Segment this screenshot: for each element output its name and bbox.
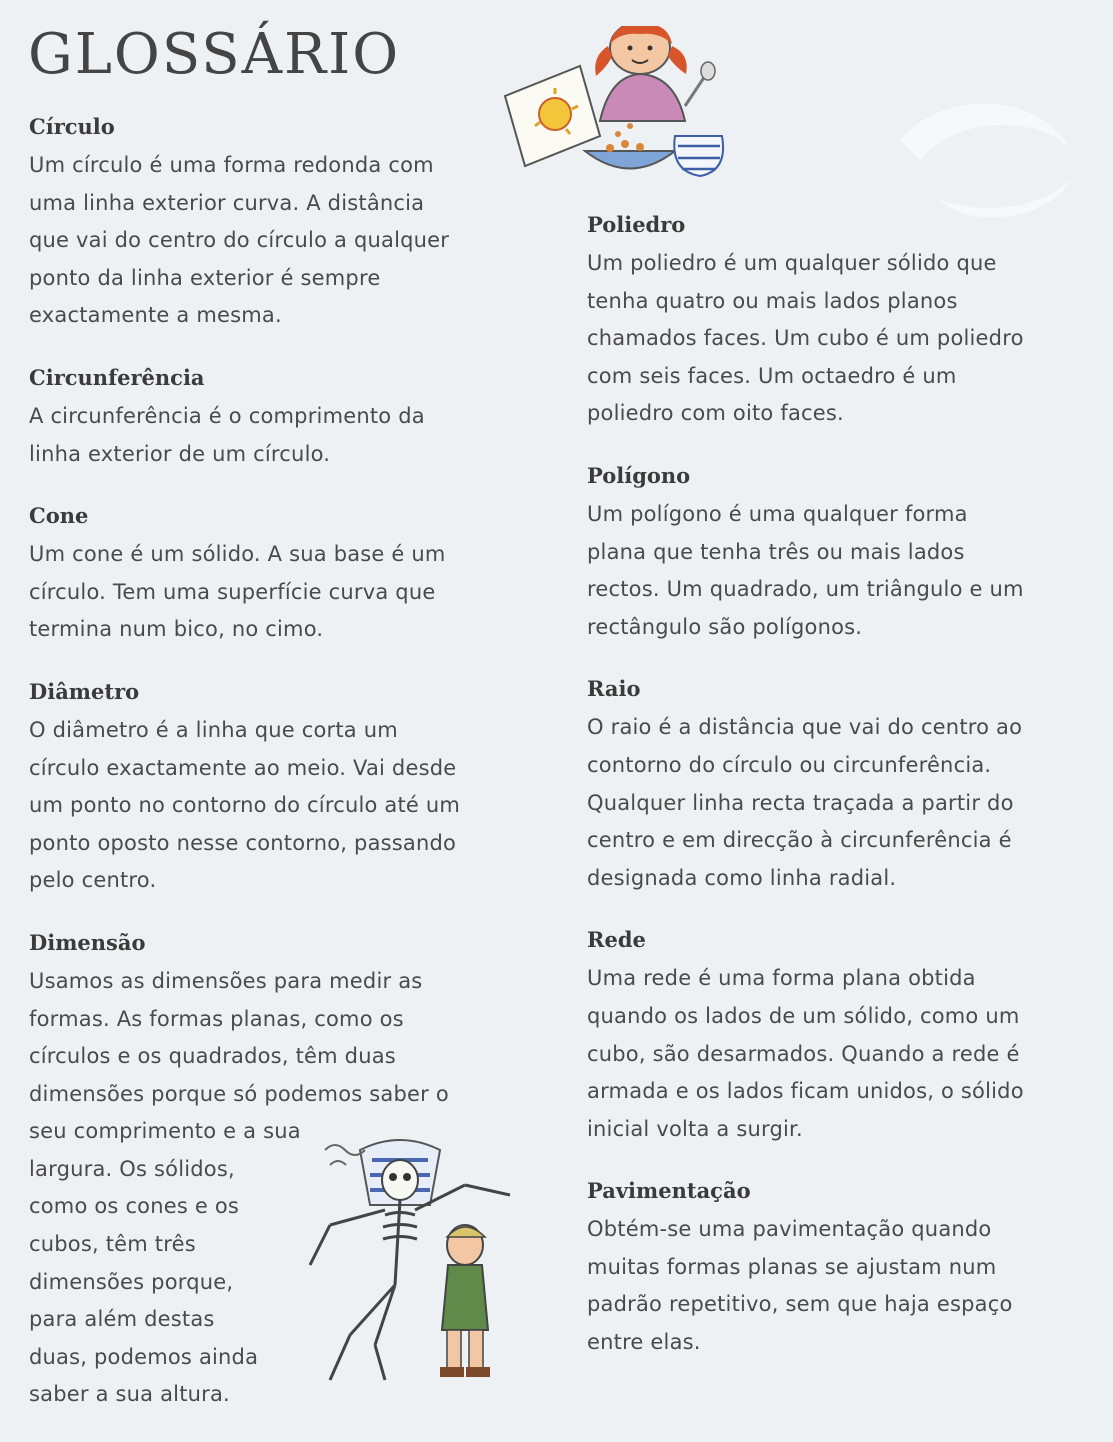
glossary-left-column [29, 112, 539, 1442]
term-definition: Um polígono é uma qualquer forma plana que tenha três ou mais lados rectos. Um quadrado, um triângulo e um rectângulo são polígonos. [587, 501, 1024, 639]
term-heading: Círculo [29, 114, 115, 139]
term-definition: A circunferência é o comprimento da linha exterior de um círculo. [29, 403, 425, 466]
glossary-entry-poligono [587, 461, 1097, 646]
term-definition: O diâmetro é a linha que corta um círculo exactamente ao meio. Vai desde um ponto no contorno do círculo até um ponto oposto nesse contorno, passando pelo centro. [29, 717, 461, 893]
term-heading: Diâmetro [29, 678, 140, 704]
term-definition: O raio é a distância que vai do centro ao contorno do círculo ou circunferência. Qualquer linha recta traçada a partir do centro e em direcção à circunferência é designada como linha radial. [587, 715, 1023, 890]
glossary-entry-rede [587, 925, 1097, 1148]
term-definition: Usamos as dimensões para medir as formas. As formas planas, como os círculos e os quadrados, têm duas dimensões porque só podemos saber o seu comprimento e a sua largura. Os sólidos, como os cones e os cubos, têm três dimensões porque, para além destas duas, podemos ainda saber a sua altura. [29, 968, 449, 1407]
glossary-entry-raio [587, 674, 1097, 897]
term-heading: Polígono [587, 462, 691, 488]
glossary-entry-circulo [29, 112, 539, 335]
glossary-right-column [587, 210, 1097, 1390]
page-title: GLOSSÁRIO [28, 22, 401, 87]
term-definition: Uma rede é uma forma plana obtida quando os lados de um sólido, como um cubo, são desarmados. Quando a rede é armada e os lados ficam unidos, o sólido inicial volta a surgir. [587, 966, 1024, 1141]
glossary-entry-dimensao [29, 928, 539, 1414]
glossary-entry-cone [29, 501, 539, 649]
glossary-entry-poliedro [587, 210, 1097, 433]
term-heading: Dimensão [29, 929, 146, 955]
term-definition: Um círculo é uma forma redonda com uma linha exterior curva. A distância que vai do centro do círculo a qualquer ponto da linha exterior é sempre exactamente a mesma. [29, 153, 450, 328]
glossary-entry-diametro [29, 677, 539, 900]
term-definition: Um cone é um sólido. A sua base é um círculo. Tem uma superfície curva que termina num bico, no cimo. [29, 542, 446, 642]
term-definition: Um poliedro é um qualquer sólido que tenha quatro ou mais lados planos chamados faces. Um cubo é um poliedro com seis faces. Um octaedro é um poliedro com oito faces. [587, 251, 1024, 426]
swirl-decoration-icon [880, 80, 1080, 230]
term-heading: Circunferência [29, 364, 205, 390]
glossary-entry-pavimentacao [587, 1176, 1097, 1361]
term-heading: Pavimentação [587, 1178, 751, 1204]
term-heading: Rede [587, 927, 646, 953]
term-heading: Raio [587, 676, 641, 702]
term-heading: Cone [29, 503, 89, 529]
term-heading: Poliedro [587, 212, 686, 237]
term-definition: Obtém-se uma pavimentação quando muitas formas planas se ajustam num padrão repetitivo, sem que haja espaço entre elas. [587, 1217, 1013, 1355]
glossary-entry-circunferencia [29, 363, 539, 473]
